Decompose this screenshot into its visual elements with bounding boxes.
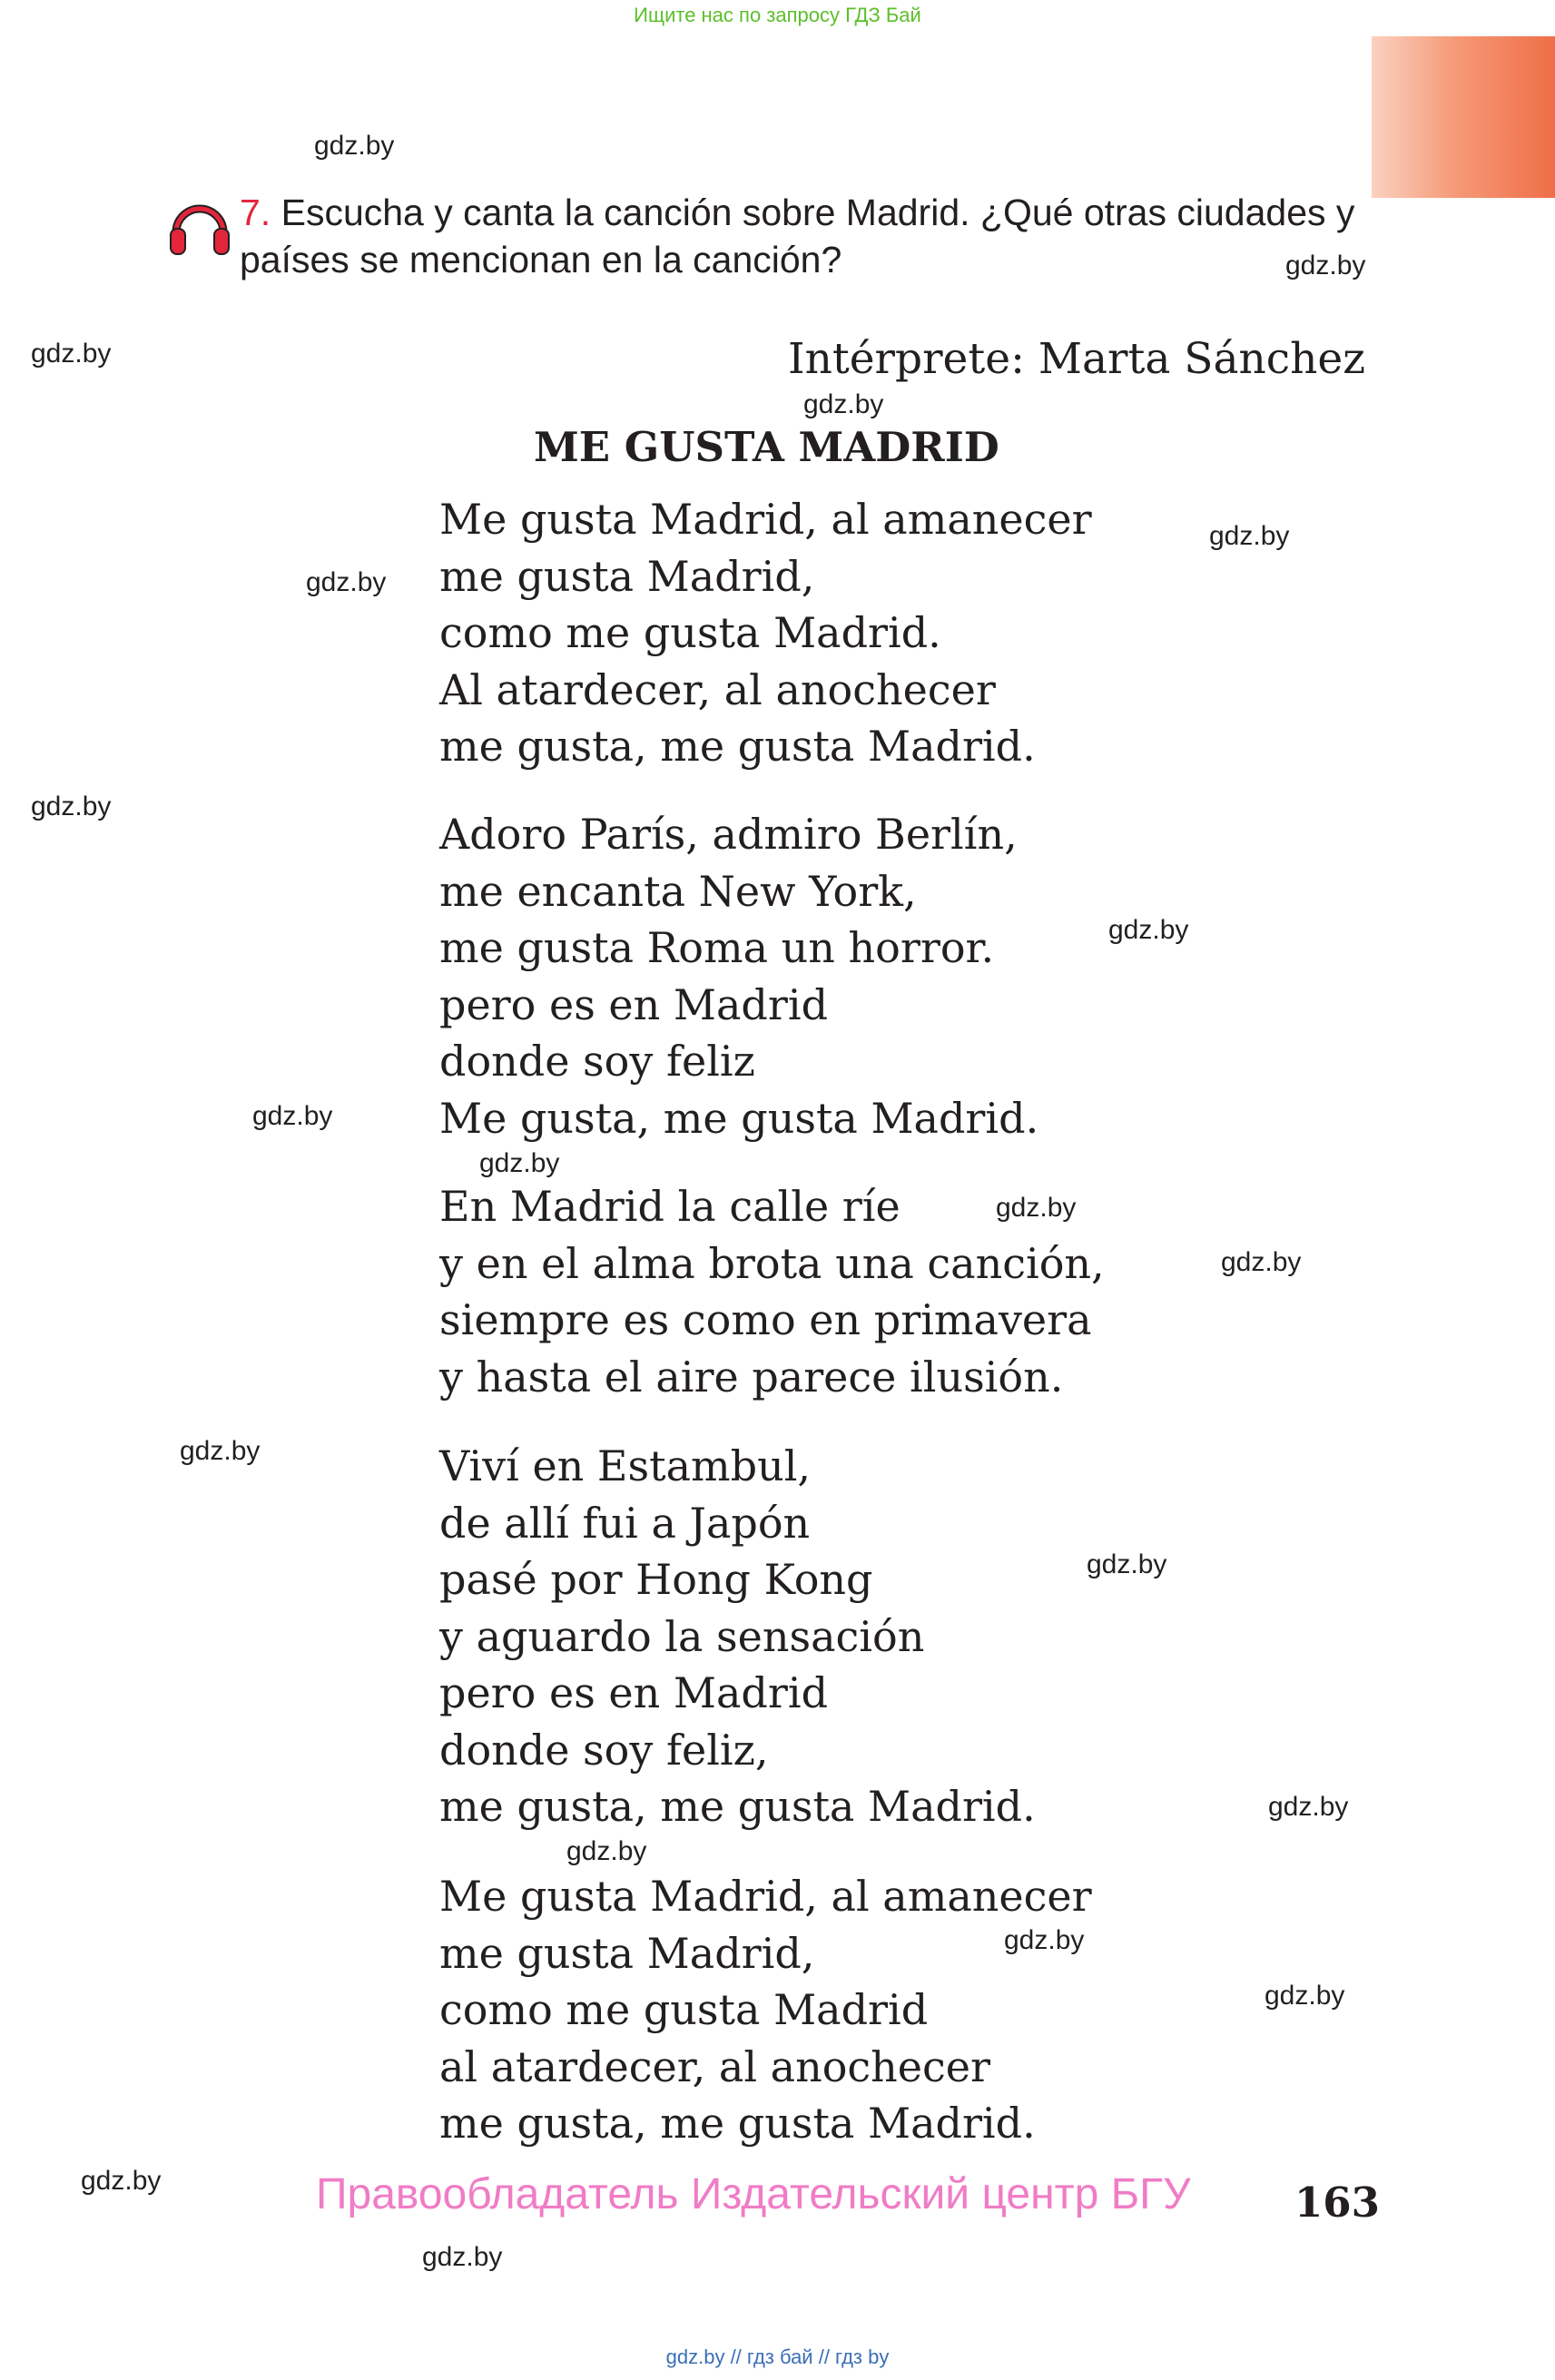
lyric-line: Me gusta Madrid, al amanecer — [439, 1872, 1092, 1921]
lyric-line: pero es en Madrid — [439, 979, 829, 1029]
lyric-line: Me gusta Madrid, al amanecer — [439, 495, 1092, 544]
lyric-line: y aguardo la sensación — [439, 1611, 925, 1661]
lyric-line: y hasta el aire parece ilusión. — [439, 1352, 1064, 1401]
lyric-line: me gusta Roma un horror. — [439, 923, 995, 972]
watermark: gdz.by — [566, 1836, 647, 1866]
watermark: gdz.by — [803, 389, 884, 419]
lyric-line: Al atardecer, al anochecer — [439, 664, 996, 714]
exercise-number: 7. — [240, 192, 271, 233]
copyright-notice: Правообладатель Издательский центр БГУ — [316, 2170, 1191, 2218]
performer: Intérprete: Marta Sánchez — [788, 334, 1365, 384]
watermark: gdz.by — [1285, 251, 1366, 280]
watermark: gdz.by — [1004, 1925, 1085, 1955]
watermark: gdz.by — [252, 1101, 333, 1131]
corner-tab — [1372, 36, 1555, 198]
watermark: gdz.by — [31, 339, 112, 369]
headphones-icon — [169, 196, 231, 256]
stanza-1 — [439, 491, 1092, 775]
lyric-line: como me gusta Madrid. — [439, 608, 941, 657]
page-number: 163 — [1294, 2178, 1380, 2227]
song-title: ME GUSTA MADRID — [534, 423, 999, 471]
watermark: gdz.by — [1221, 1247, 1302, 1277]
watermark: gdz.by — [314, 131, 395, 161]
stanza-5 — [439, 1868, 1092, 2152]
watermark: gdz.by — [1209, 521, 1290, 551]
watermark: gdz.by — [1265, 1981, 1345, 2011]
stanza-2 — [439, 806, 1038, 1146]
watermark: gdz.by — [1108, 915, 1189, 945]
watermark: gdz.by — [31, 792, 112, 821]
lyric-line: Adoro París, admiro Berlín, — [439, 810, 1018, 859]
lyric-line: Viví en Estambul, — [439, 1441, 812, 1490]
lyric-line: pero es en Madrid — [439, 1668, 829, 1717]
lyric-line: siempre es como en primavera — [439, 1295, 1092, 1344]
lyric-line: En Madrid la calle ríe — [439, 1182, 901, 1231]
lyric-line: me encanta New York, — [439, 866, 917, 916]
top-banner: Ищите нас по запросу ГДЗ Бай — [634, 4, 921, 26]
lyric-line: y en el alma brota una canción, — [439, 1238, 1105, 1288]
lyric-line: me gusta Madrid, — [439, 1928, 815, 1978]
lyric-line: me gusta, me gusta Madrid. — [439, 2099, 1036, 2148]
watermark: gdz.by — [479, 1148, 560, 1178]
lyric-line: me gusta, me gusta Madrid. — [439, 722, 1036, 771]
stanza-4 — [439, 1438, 1036, 1835]
watermark: gdz.by — [81, 2166, 162, 2196]
bottom-banner: gdz.by // гдз бай // гдз by — [665, 2346, 890, 2368]
exercise-instruction — [240, 189, 1383, 283]
watermark: gdz.by — [180, 1436, 261, 1466]
watermark: gdz.by — [422, 2242, 503, 2272]
lyric-line: Me gusta, me gusta Madrid. — [439, 1093, 1039, 1143]
lyric-line: como me gusta Madrid — [439, 1985, 929, 2034]
watermark: gdz.by — [1268, 1792, 1349, 1822]
watermark: gdz.by — [1087, 1549, 1167, 1579]
lyric-line: donde soy feliz — [439, 1037, 755, 1086]
lyric-line: donde soy feliz, — [439, 1725, 769, 1775]
lyric-line: me gusta Madrid, — [439, 551, 815, 601]
lyric-line: de allí fui a Japón — [439, 1498, 811, 1548]
lyric-line: pasé por Hong Kong — [439, 1555, 873, 1604]
lyric-line: me gusta, me gusta Madrid. — [439, 1782, 1036, 1831]
watermark: gdz.by — [306, 567, 387, 597]
stanza-3 — [439, 1178, 1105, 1405]
watermark: gdz.by — [996, 1193, 1077, 1223]
lyric-line: al atardecer, al anochecer — [439, 2041, 991, 2091]
exercise-text: Escucha y canta la canción sobre Madrid. ¿Qué otras ciudades y países se mencionan en la canción? — [240, 192, 1355, 280]
